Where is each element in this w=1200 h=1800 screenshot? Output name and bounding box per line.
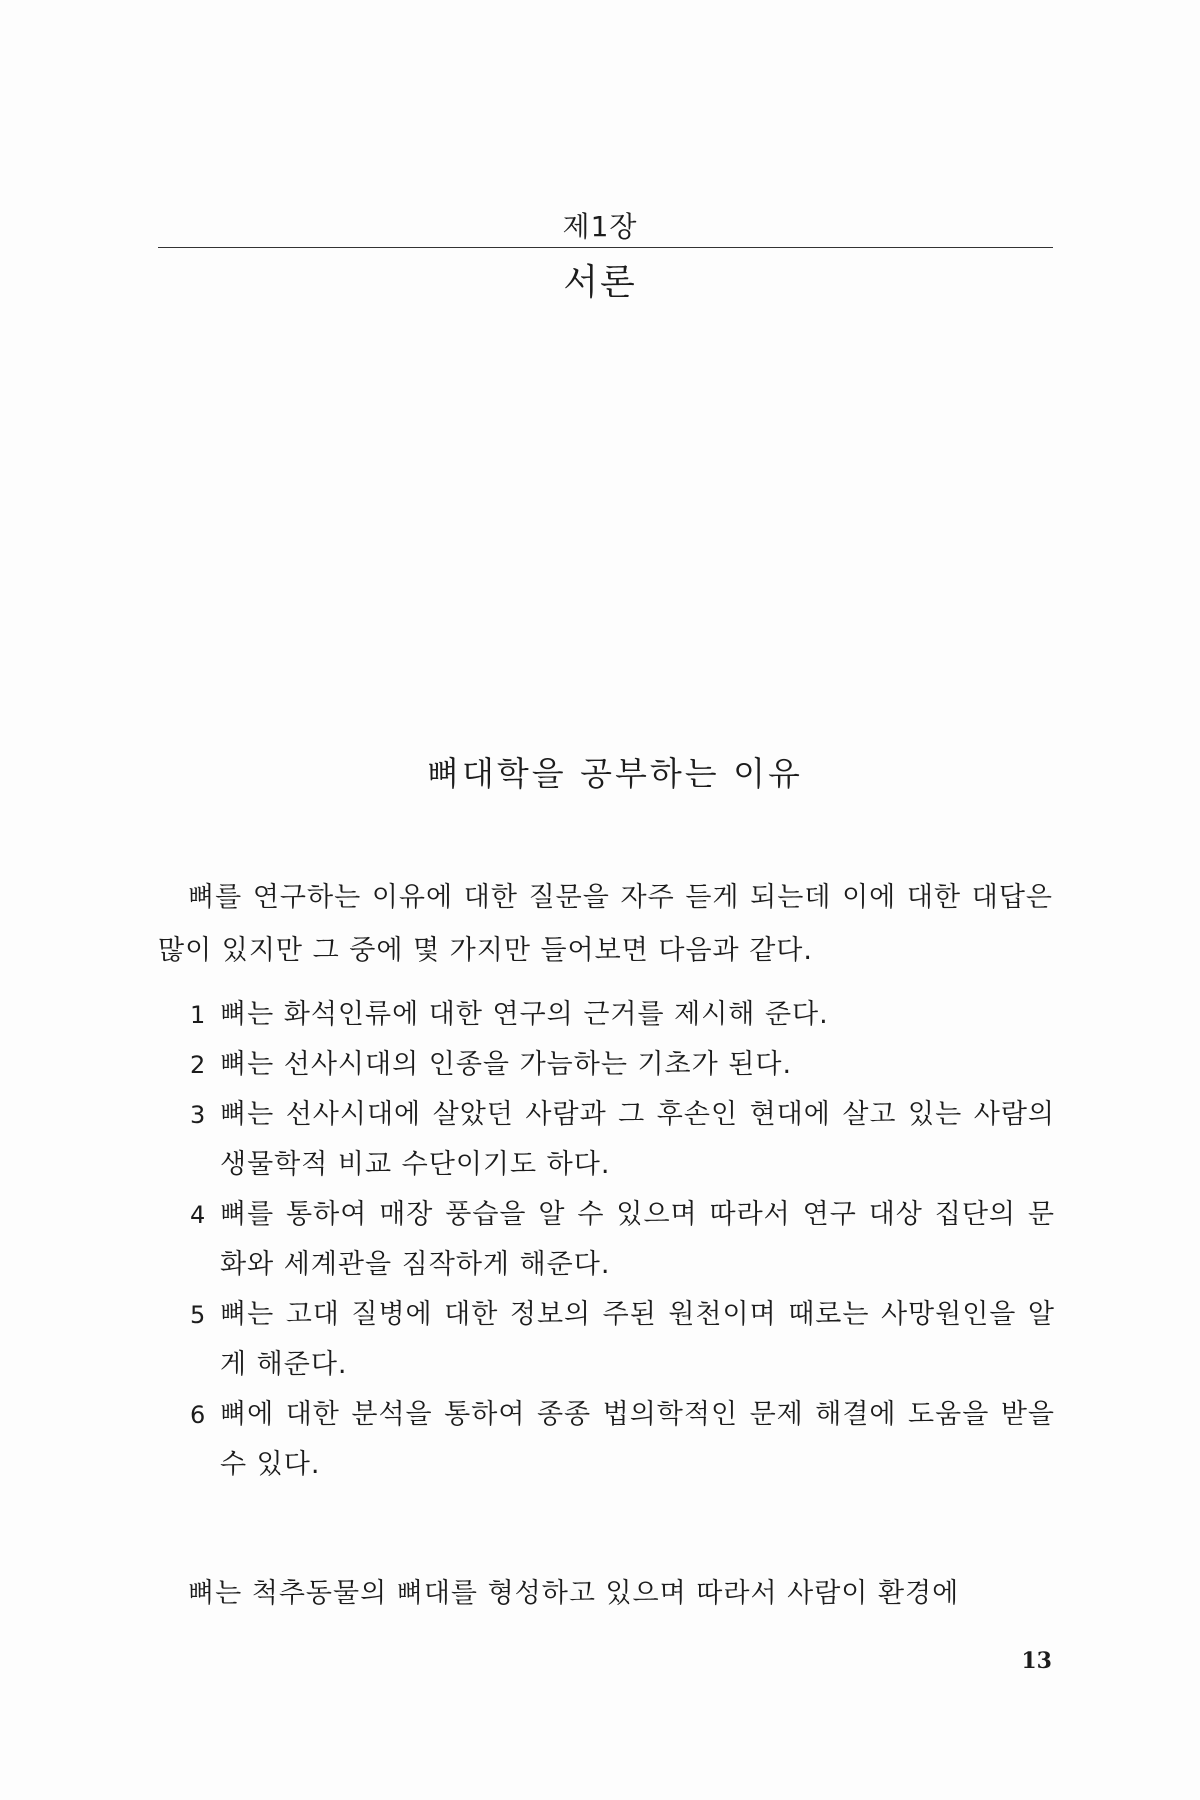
list-item-text: 뼈는 선사시대에 살았던 사람과 그 후손인 현대에 살고 있는 사람의 생물학적 비교 수단이기도 하다. xyxy=(220,1099,1055,1180)
list-item-text: 뼈는 화석인류에 대한 연구의 근거를 제시해 준다. xyxy=(220,999,829,1030)
list-item-number: 2 xyxy=(190,1051,207,1079)
intro-paragraph: 뼈를 연구하는 이유에 대한 질문을 자주 듣게 되는데 이에 대한 대답은 많이 있지만 그 중에 몇 가지만 들어보면 다음과 같다. xyxy=(158,882,1053,966)
list-item xyxy=(190,1090,1055,1190)
list-item-number: 1 xyxy=(190,1001,207,1029)
list-item xyxy=(190,1040,1055,1090)
list-item-number: 3 xyxy=(190,1101,207,1129)
list-item-number: 5 xyxy=(190,1301,207,1329)
chapter-title: 서론 xyxy=(563,262,637,303)
list-item xyxy=(190,1190,1055,1290)
list-item-text: 뼈는 선사시대의 인종을 가늠하는 기초가 된다. xyxy=(220,1049,793,1080)
list-item-text: 뼈는 고대 질병에 대한 정보의 주된 원천이며 때로는 사망원인을 알게 해준다. xyxy=(220,1299,1055,1380)
section-heading: 뼈대학을 공부하는 이유 xyxy=(427,754,803,793)
list-item-number: 6 xyxy=(190,1401,207,1429)
list-item xyxy=(190,990,1055,1040)
list-item-number: 4 xyxy=(190,1201,207,1229)
list-item xyxy=(190,1390,1055,1490)
list-item xyxy=(190,1290,1055,1390)
page-number: 13 xyxy=(1021,1648,1052,1674)
closing-paragraph: 뼈는 척추동물의 뼈대를 형성하고 있으며 따라서 사람이 환경에 xyxy=(188,1578,960,1609)
reasons-list xyxy=(190,990,1055,1490)
list-item-text: 뼈를 통하여 매장 풍습을 알 수 있으며 따라서 연구 대상 집단의 문화와 세계관을 짐작하게 해준다. xyxy=(220,1199,1055,1280)
list-item-text: 뼈에 대한 분석을 통하여 종종 법의학적인 문제 해결에 도움을 받을 수 있다. xyxy=(220,1399,1055,1480)
chapter-label: 제1장 xyxy=(562,210,638,243)
chapter-divider xyxy=(158,247,1053,248)
